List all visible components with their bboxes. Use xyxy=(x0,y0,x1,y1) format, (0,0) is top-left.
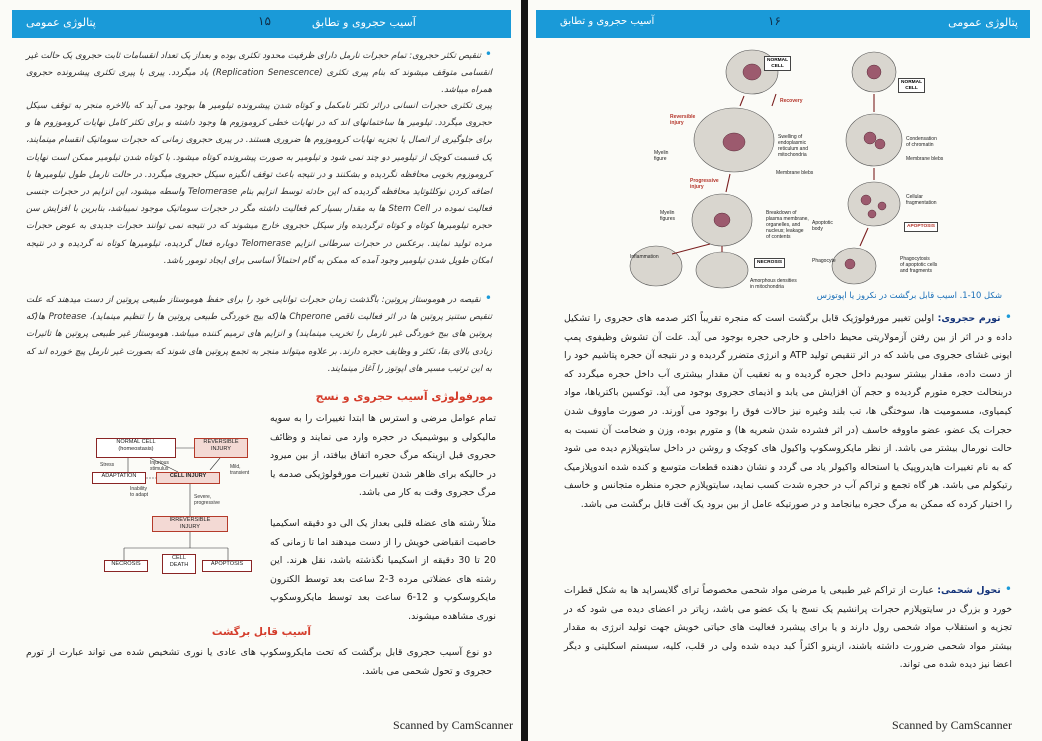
left-paragraph-4: دو نوع آسیب حجروی قابل برگشت که تحت مایکروسکوپ های عادی یا نوری تشخیص شده می تواند عبارت از تورم حجروی و تحول شحمی می باشد. xyxy=(26,647,492,677)
flowchart-normal-cell: NORMAL CELL (homeostasis) xyxy=(96,438,176,458)
left-section-title: مورفولوژی آسیب حجروی و نسج xyxy=(315,390,493,403)
right-page xyxy=(528,0,1042,741)
left-page-number: ۱۵ xyxy=(258,14,271,28)
flowchart-severe-label: Severe, progressive xyxy=(194,494,220,506)
figure-phagocyte: Phagocyte xyxy=(812,258,836,264)
figure-progressive-injury: Progressive injury xyxy=(690,178,719,190)
figure-phagocytosis: Phagocytosis of apoptotic cells and fragments xyxy=(900,256,938,274)
figure-apoptosis: APOPTOSIS xyxy=(904,222,938,232)
figure-inflammation: Inflammation xyxy=(630,254,659,260)
necrosis-apoptosis-figure xyxy=(544,44,1026,292)
figure-necrosis: NECROSIS xyxy=(754,258,785,268)
right-bullet-2 xyxy=(564,580,1012,675)
flowchart-reversible-injury: REVERSIBLE INJURY xyxy=(194,438,248,458)
flowchart-stress-label: Stress xyxy=(100,462,115,468)
figure-myelin-figure: Myelin figure xyxy=(654,150,669,162)
figure-amorphous: Amorphous densities in mitochondria xyxy=(750,278,797,290)
figure-breakdown: Breakdown of plasma membrane, organelles, and nucleus; leakage of contents xyxy=(766,210,809,240)
necrosis-cell-graphic xyxy=(696,252,748,288)
figure-illustration xyxy=(544,44,1026,292)
right-header-title: آسیب حجروی و تطابق xyxy=(560,16,655,27)
flowchart-apoptosis: APOPTOSIS xyxy=(202,560,252,572)
fragmentation-cell-graphic xyxy=(848,182,900,226)
flowchart-necrosis: NECROSIS xyxy=(104,560,148,572)
bullet-icon: • xyxy=(481,47,492,61)
left-section-title-2: آسیب قابل برگشت xyxy=(211,626,311,638)
flowchart-mild-label: Mild, transient xyxy=(230,464,250,476)
left-header-section: پتالوژی عمومی xyxy=(26,16,96,29)
left-page-header xyxy=(12,10,511,38)
bullet-icon: • xyxy=(480,291,492,305)
figure-myelin-figures: Myelin figures xyxy=(660,210,676,222)
right-bullet-1-text: اولین تغییر مورفولوژیک قابل برگشت است که منجره تقریباً اکثر صدمه های حجروی را تشکیل داده و در اثر از بین رفتن آزمولاریتی محیط داخلی و خارجی حجره بوجود می آید. علت آن تشوش وظیفوی پمپ ایونی غشای حجروی می باشد که در اثر تنقیص تولید ATP و انرژی متضرر گردیده و در نتیجه آن حجره پتاشیم خود را از دست داده، مقدار بیشتر سودیم داخل حجره گردیده و به تعقیب آن مقدار بیشتری آب داخل حجره میگردد که دربنحالت حجره متورم گردیده و حجم آن افزایش می یابد و اذیمای حجروی بوجود می آید. توکسین باکتریاها، مواد کیمیاوی، مسمومیت ها، سوختگی ها، تب بلند وغیره نیز حالات فوق را بوجود می آورند. در صورت ماووف شدن حجرات یک عضو، عضو ماووفه خاسف (در اثر فشرده شدن شعریه ها) و متورم بوده، وزن و ضخامت آن نسبت به حالت نورمال بیشتر می باشد. از نظر مایکروسکوپ واکیول های کوچک و روشن در داخل سایتوپلازم دیده می شود که به نام تغییرات هایدروپیک یا استحاله واکیولر یاد می گردد و نشان دهنده قطعات متوسع و کنده شده اندوپلازمیک رتیکولم می باشد. هر گاه تجمع و تراکم آب در حجره شدت کسب نماید، سایتوپلازم حجره منظره متجانس و خاسف را اختیار کرده که ممکن به مرگ حجره بیانجامد و در صورتیکه عامل از بین برود یک آفت قابل برگشت می باشد. xyxy=(564,313,1012,510)
figure-membrane-blebs: Membrane blebs xyxy=(776,170,814,176)
left-bullet-2 xyxy=(26,290,492,378)
bullet-icon: • xyxy=(1000,310,1012,324)
left-paragraph-3a: مثلاً رشته های عضله قلبی بعداز یک الی دو دقیقه اسکیمیا خاصیت انقباضی خویش را از دست میدهند اما تا زمانی که 20 تا 30 دقیقه از اسکیمیا نگذشته باشد، نقل هرند. این رشته های عضلاتی مرده 3-2 ساعت بعد توسط الکترون مایکروسکوپ و 12-6 ساعت بعد توسط مایکروسکوپ نوری مشاهده میشوند. xyxy=(270,518,496,622)
left-header-title: آسیب حجروی و تطابق xyxy=(312,16,416,29)
book-gutter xyxy=(521,0,528,741)
flowchart-injurious-label: Injurious stimulus xyxy=(150,460,169,472)
flowchart-inability-label: Inability to adapt xyxy=(130,486,149,498)
figure-caption: شکل 10-1. اسیب قابل برگشت در نکروز یا اپوتوزس xyxy=(816,290,1002,300)
figure-membrane-blebs-2: Membrane blebs xyxy=(906,156,944,162)
figure-apoptotic-body: Apoptotic body xyxy=(812,220,833,232)
right-bullet-1 xyxy=(564,308,1012,515)
left-footer: Scanned by CamScanner xyxy=(393,718,513,732)
right-header-section: پتالوژی عمومی xyxy=(948,16,1018,29)
right-page-header xyxy=(536,10,1030,38)
cell-injury-flowchart xyxy=(90,436,266,578)
flowchart-cell-death: CELL DEATH xyxy=(162,554,196,574)
left-bullet-2-text: نقیصه در هوموستاز پروتین: باگذشت زمان حجرات توانایی خود را برای حفظ هوموستاز طبیعی پروتین از دست میدهند که علت تنقیص ستنیز پروتین ها در اثر فعالیت ناقص Chperone ها(که بیج خوردگی طبیعی پروتین ها را تنظیم مینماید)، Protease ها(که پروتین های بیج خوردگی غیر نارمل را تخریب مینمایند) و انزایم های ترمیم کننده میباشد. هوموستاز غیر طبیعی پروتین ها تاثیرات زیادی بالای بقا، تکثر و وظایف حجره دارند. بر علاوه میتواند منجر به تجمع پروتین های شوند که بصورت غیر نارمل پیچ خورده اند که به این ترتیب مسیر های اپوتوز را آغاز مینمایند. xyxy=(26,295,492,374)
figure-cellular-fragmentation: Cellular fragmentation xyxy=(906,194,937,206)
left-bullet-1-text: تنقیص تکثر حجروی: تمام حجرات نارمل دارای ظرفیت محدود تکثری بوده و بعداز یک تعداد انقسامات ثابت حجروی یک حالت غیر انقسامی متوقف میشوند که بنام پیری تکثری (Replication Senescence) یاد میگردد. پیری با پیری تکثری پیشرونده حجروی همراه میباشد. xyxy=(26,51,493,96)
figure-condensation: Condensation of chromatin xyxy=(906,136,937,148)
flowchart-irreversible-injury: IRREVERSIBLE INJURY xyxy=(152,516,228,532)
right-bullet-1-keyword: تورم حجروی: xyxy=(937,313,1001,324)
left-paragraph-2: تمام عوامل مرضی و استرس ها ابتدا تغییرات را به سویه مالیکولی و بیوشیمیک در حجره وارد می نمایند و وظائف حجروی قبل ازینکه مرگ حجره اتفاق بیافتد، از بین میرود در حالیکه برای ظاهر شدن تغییرات مورفولوژیکی صدمه یا مرگ حجروی وقت به کار می باشد. xyxy=(270,413,496,499)
figure-normal-cell-1: NORMAL CELL xyxy=(764,56,791,71)
left-paragraph-1: پیری تکثری حجرات انسانی درائر تکثر نامکمل و کوتاه شدن پیشرونده تیلومیر ها بوجود می آید که بالاخره منجر به توقف سیکل حجروی میگردد. تیلومیر ها ساختمانهای اند که در نهایات خطی کروموزوم ها وجود داشته و برای تکثر کامل نهایات کروموزوم ها و برای جلوگیری از اتصال یا تجزیه نهایات کروموزوم ها ضروری هستند. در پیری حجروی زمانی که حجرات سوماتیک انقسام مینمایند، یک قسمت کوچک از تیلومیر دو چند نمی شود و تیلومیر به صورت پیشرونده کوتاه میشود. با کوتاه شدن تیلومیر ممکن است نهایات کروموزوم بخوبی محافظه نگردیده و بشکنند و در نتیجه باعث توقف انگیزه سیکل حجروی میگردد. در حالت نارمل طول تیلومیرها با اضافه کردن نوکلئوتاید محافظه گردیده که این حادثه توسط انزایم بنام Telomerase واسطه میشود، این انزایم در حجرات جنسی فعالیت نموده در Stem Cell ها به مقدار بسیار کم فعالیت داشته مگر در حجرات سوماتیک موجود نمیباشد، بنابرین با افزایش سن حجره تیلومیرها کوتاه و کوتاه ترگردیده واز سیکل حجروی خارج میشوند که در نتیجه نمی توانند حجرات جدیدی به عوض حجرات مرده تولید نمایند. برعکس در حجرات سرطانی انزایم Telomerase دوباره فعال گردیده، تیلومیرها کوتاه نه گردیده و در نتیجه امکان طویل شدن تیلومیر وجود آمده که ممکن به گام احتمالاً اساسی برای ایجاد تومور باشد. xyxy=(26,101,492,266)
right-bullet-2-keyword: تحول شحمی: xyxy=(937,585,1001,596)
figure-swelling: Swelling of endoplasmic reticulum and mitochondria xyxy=(778,134,809,158)
right-bullet-2-text: عبارت از تراکم غیر طبیعی یا مرضی مواد شحمی مخصوصاً ترای گلایسراید ها به شکل قطرات خورد و بزرگ در سایتوپلازم حجرات پرانشیم یک نسج یا یک عضو می باشد، زیاتر در اعضای دیده می شود که در تجزیه و استقلاب مواد شحمی رول دارند و یا برای پیشبرد فعالیت های حیاتی خویش جهت تولید انرژی به مقدار بیشتر مواد شحمی ضرورت داشته باشند، ازینرو اکثراً کبد دیده شده ولی در قلب، کلیه، سیستم اسکلیتی و دیگر اعضا نیز دیده شده می تواند. xyxy=(564,585,1012,671)
inflammation-cell-graphic xyxy=(630,246,682,286)
flowchart-adaptation: ADAPTATION xyxy=(92,472,146,484)
bullet-icon: • xyxy=(1000,582,1012,596)
flowchart-cell-injury: CELL INJURY xyxy=(156,472,220,484)
left-bullet-1 xyxy=(26,46,492,100)
figure-recovery: Recovery xyxy=(780,98,803,104)
right-footer: Scanned by CamScanner xyxy=(892,718,1012,732)
figure-normal-cell-2: NORMAL CELL xyxy=(898,78,925,93)
figure-reversible-injury: Reversible injury xyxy=(670,114,696,126)
right-page-number: ۱۶ xyxy=(768,14,781,28)
